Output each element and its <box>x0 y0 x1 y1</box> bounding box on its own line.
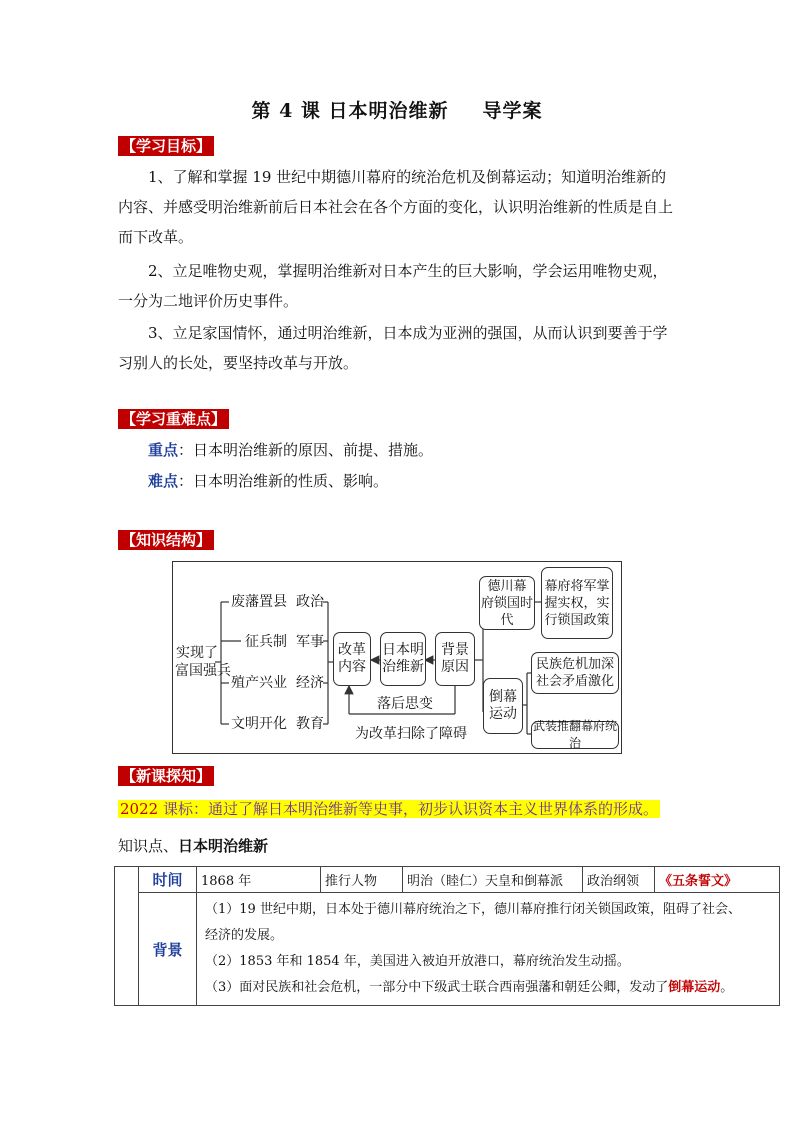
measure-2: 征兵制 <box>245 634 287 650</box>
person-value: 明治（睦仁）天皇和倒幕派 <box>403 867 583 893</box>
bakufu-box-line-1: 幕府将军掌 <box>544 578 610 594</box>
bakufu-box-line-2: 握实权，实 <box>544 595 610 611</box>
area-education: 教育 <box>296 716 324 732</box>
measure-4: 文明开化 <box>231 716 287 732</box>
focus-line <box>148 440 433 460</box>
area-politics: 政治 <box>296 594 324 610</box>
objectives-tag: 【学习目标】 <box>118 136 214 156</box>
bakufu-box-line-3: 行锁国政策 <box>544 612 610 628</box>
background-box-line-1: 背景 <box>441 642 469 658</box>
national-crisis-box <box>531 652 619 694</box>
background-line-1: （1）19 世纪中期，日本处于德川幕府统治之下，德川幕府推行闭关锁国政策，阻碍了社会、 <box>205 902 741 917</box>
background-cause-box <box>435 632 475 686</box>
background-end: 。 <box>720 980 734 995</box>
curriculum-standard-highlight <box>118 800 660 818</box>
tobaku-box-line-1: 倒幕 <box>489 689 517 705</box>
reform-box-line-1: 改革 <box>338 642 366 658</box>
knowledge-heading <box>118 836 268 856</box>
difficulty-label: 难点 <box>148 472 179 490</box>
tobaku-box-line-2: 运动 <box>489 706 517 722</box>
left-label-line-2: 富国强兵 <box>175 663 231 679</box>
page-title <box>0 96 794 123</box>
time-value: 1868 年 <box>197 867 321 893</box>
left-label <box>175 644 231 680</box>
objective-1: 1、了解和掌握 19 世纪中期德川幕府的统治危机及倒幕运动；知道明治维新的内容、并感受明治维新前后日本社会在各个方面的变化，认识明治维新的性质是自上而下改革。 <box>118 168 674 246</box>
meiji-box-line-1: 日本明 <box>382 642 424 658</box>
background-highlight: 倒幕运动 <box>668 980 721 995</box>
crisis-box-line-1: 民族危机加深 <box>535 657 614 672</box>
measure-3: 殖产兴业 <box>231 675 287 691</box>
new-lesson-tag: 【新课探知】 <box>118 766 214 786</box>
table-left-margin-cell <box>115 867 139 1006</box>
program-value: 《五条誓文》 <box>655 867 780 893</box>
background-line-2: 经济的发展。 <box>205 928 284 943</box>
difficulty-line <box>148 471 388 491</box>
knowledge-heading-prefix: 知识点、 <box>118 837 179 855</box>
time-label: 时间 <box>139 867 197 893</box>
background-line-4-text: （3）面对民族和社会危机，一部分中下级武士联合西南强藩和朝廷公卿，发动了 <box>205 980 669 995</box>
key-points-tag: 【学习重难点】 <box>118 409 229 429</box>
title-main: 第 4 课 日本明治维新 <box>251 100 449 122</box>
focus-text: ：日本明治维新的原因、前提、措施。 <box>178 441 434 459</box>
structure-tag: 【知识结构】 <box>118 530 214 550</box>
curriculum-standard <box>118 796 660 822</box>
knowledge-heading-main: 日本明治维新 <box>178 837 269 855</box>
left-label-line-1: 实现了 <box>176 645 218 661</box>
objective-3: 3、立足家国情怀，通过明治维新，日本成为亚洲的强国，从而认识到要善于学习别人的长处，要坚持改革与开放。 <box>118 324 668 372</box>
background-line-3: （2）1853 年和 1854 年，美国进入被迫开放港口，幕府统治发生动摇。 <box>205 954 630 969</box>
person-label: 推行人物 <box>321 867 403 893</box>
objective-2: 2、立足唯物史观，掌握明治维新对日本产生的巨大影响，学会运用唯物史观，一分为二地评价历史事件。 <box>118 262 668 310</box>
background-line-4 <box>201 975 775 1001</box>
standard-label: 课标 <box>162 800 193 818</box>
difficulty-text: ：日本明治维新的性质、影响。 <box>178 472 389 490</box>
area-military: 军事 <box>296 634 324 650</box>
background-label: 背景 <box>139 893 197 1006</box>
bakufu-power-box <box>541 567 613 639</box>
overthrow-bakufu-box: 武装推翻幕府统治 <box>532 719 617 750</box>
standard-text: ：通过了解日本明治维新等史事，初步认识资本主义世界体系的形成。 <box>192 800 658 818</box>
arrow-label-obstacles: 为改革扫除了障碍 <box>355 726 467 742</box>
background-content <box>197 893 780 1006</box>
background-box-line-2: 原因 <box>441 659 469 675</box>
program-label: 政治纲领 <box>583 867 655 893</box>
tobaku-movement-box <box>483 678 523 734</box>
table-row-time <box>115 867 780 893</box>
knowledge-table <box>114 866 780 1006</box>
reform-content-box <box>333 632 371 686</box>
area-economy: 经济 <box>296 675 324 691</box>
measure-1: 废藩置县 <box>231 594 287 610</box>
tokugawa-box-line-1: 德川幕 <box>487 578 527 594</box>
title-sub: 导学案 <box>482 100 543 122</box>
table-row-background <box>115 893 780 1006</box>
standard-year: 2022 <box>120 800 159 818</box>
focus-label: 重点 <box>148 441 179 459</box>
crisis-box-line-2: 社会矛盾激化 <box>535 674 614 689</box>
reform-box-line-2: 内容 <box>338 659 366 675</box>
meiji-box-line-2: 治维新 <box>382 659 424 675</box>
tokugawa-box-line-2: 府锁国时代 <box>480 595 533 628</box>
tokugawa-era-box <box>479 576 535 630</box>
meiji-restoration-box <box>380 632 426 686</box>
knowledge-structure-diagram <box>172 561 622 754</box>
arrow-label-lagging: 落后思变 <box>377 696 433 712</box>
